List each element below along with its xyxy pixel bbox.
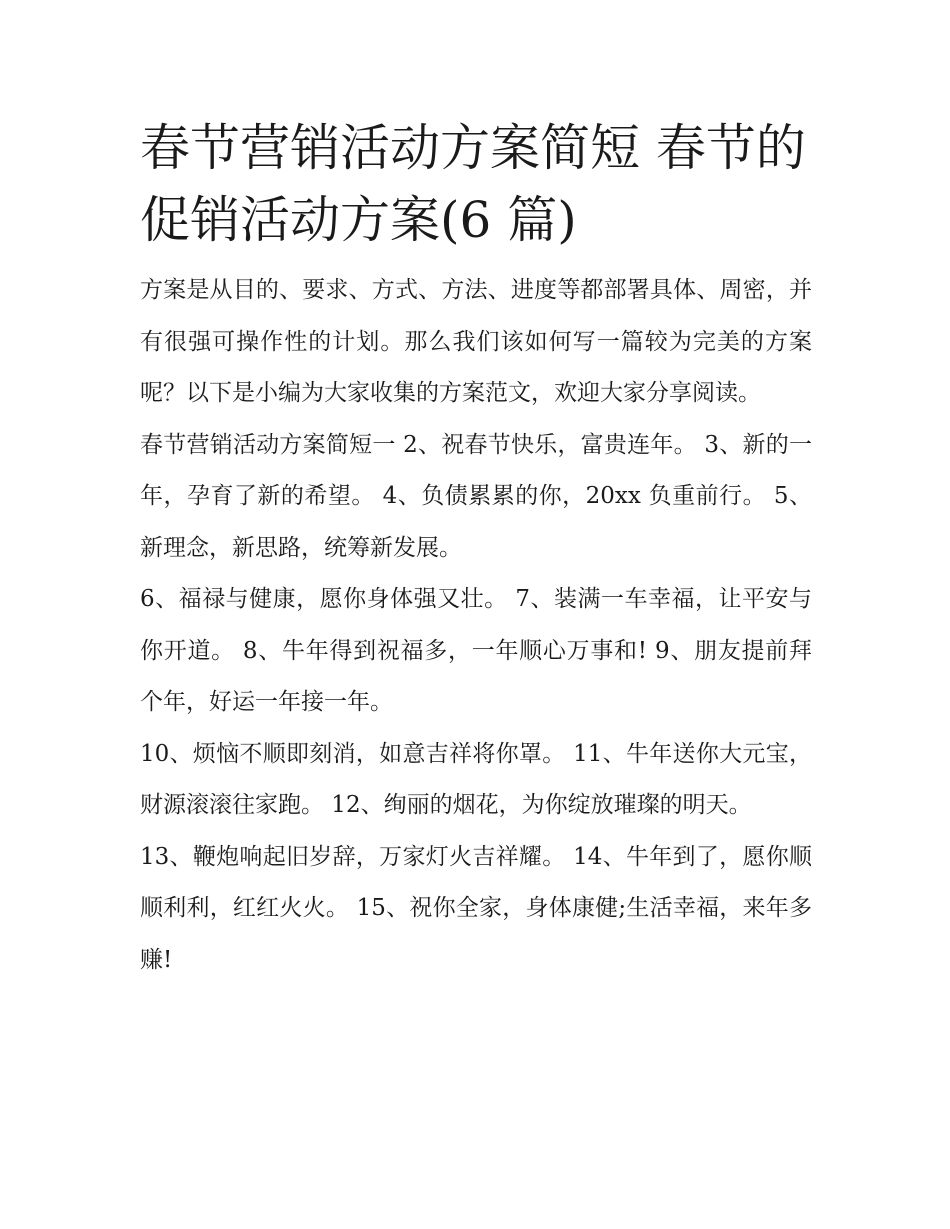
paragraph-greetings-3: 10、烦恼不顺即刻消，如意吉祥将你罩。 11、牛年送你大元宝，财源滚滚往家跑。 12、绚丽的烟花，为你绽放璀璨的明天。 <box>140 740 812 818</box>
document-title: 春节营销活动方案简短 春节的促销活动方案(6 篇) <box>140 119 806 249</box>
document-body <box>140 112 812 986</box>
paragraph-greetings-2: 6、福禄与健康，愿你身体强又壮。 7、装满一车幸福，让平安与你开道。 8、牛年得到祝福多，一年顺心万事和! 9、朋友提前拜个年，好运一年接一年。 <box>140 586 812 715</box>
paragraph-greetings-4: 13、鞭炮响起旧岁辞，万家灯火吉祥耀。 14、牛年到了，愿你顺顺利利，红红火火。 15、祝你全家，身体康健;生活幸福，来年多赚! <box>140 843 812 973</box>
paragraph-greetings-1: 春节营销活动方案简短一 2、祝春节快乐，富贵连年。 3、新的一年，孕育了新的希望。 4、负债累累的你，20xx 负重前行。 5、新理念，新思路，统筹新发展。 <box>140 431 812 561</box>
paragraph-intro: 方案是从目的、要求、方式、方法、进度等都部署具体、周密，并有很强可操作性的计划。那么我们该如何写一篇较为完美的方案呢？以下是小编为大家收集的方案范文，欢迎大家分享阅读。 <box>140 277 812 406</box>
